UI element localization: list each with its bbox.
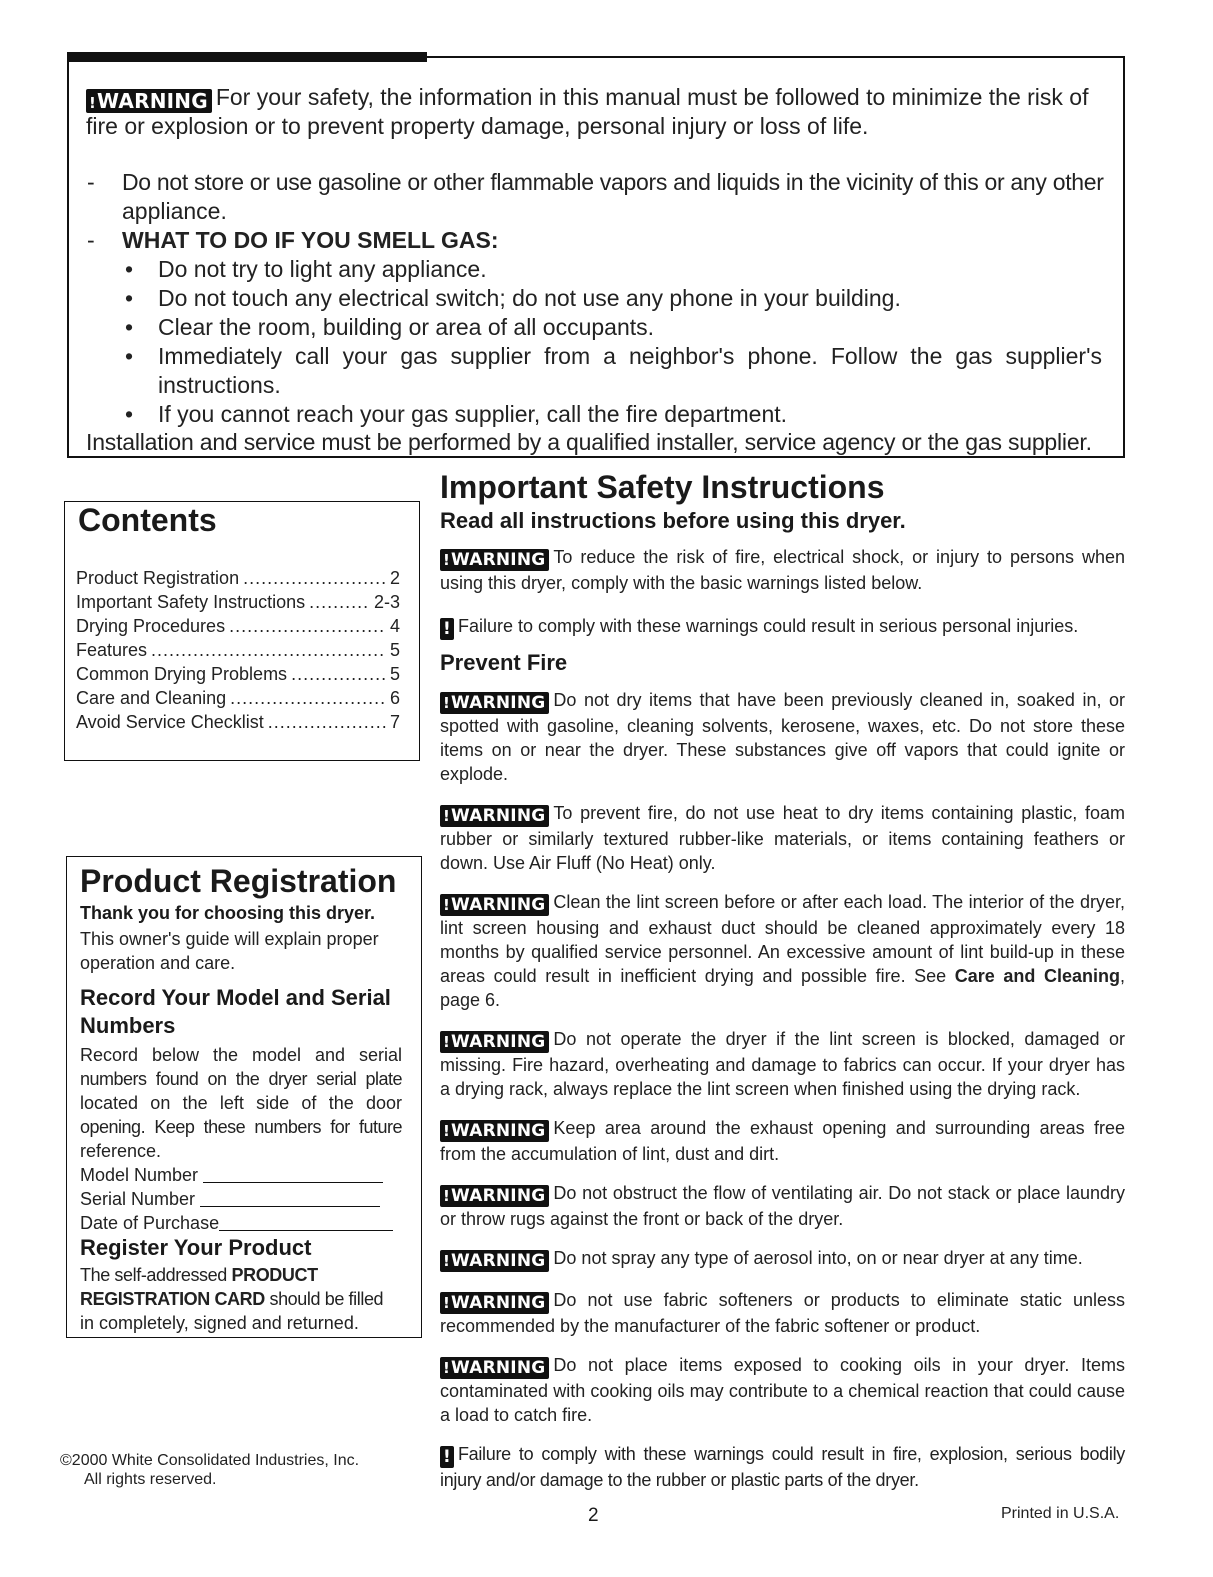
gas-warning-box: !WARNING For your safety, the information in this manual must be followed to minimize the risk of fire or explosion or to prevent property damage, personal injury or loss of life. - Do not store or use gasoline or other flammable vapors and liquids in the vicinity of this or any other appliance. - WHAT TO DO IF YOU SMELL GAS: • Do not try to light any appliance. • Do not touch any electrical switch; do not use any phone in your building. • Clear the room, building or area of all occupants. • Immediately call your gas supplier from a neighbor's phone. Follow the gas supplier's instructions. • If you cannot reach your gas supplier, call the fire department. Installation and service must be performed by a qualified installer, service agency or the gas supplier. bbox=[67, 56, 1125, 458]
copyright: ©2000 White Consolidated Industries, Inc. bbox=[60, 1452, 360, 1469]
record-text: located on the left side of the door bbox=[80, 1093, 402, 1113]
gas-warning-intro-2: fire or explosion or to prevent property damage, personal injury or loss of life. bbox=[86, 113, 869, 139]
registration-intro: operation and care. bbox=[80, 953, 236, 973]
warning-triangle-icon: ! bbox=[443, 1122, 451, 1140]
warning-paragraph: !WARNING To prevent fire, do not use heat to dry items containing plastic, foam rubber or similarly textured rubber-like materials, or items containing feathers or down. Use Air Fluff (No Heat) only. bbox=[440, 803, 1125, 873]
record-text: opening. Keep these numbers for future bbox=[80, 1117, 402, 1137]
warning-paragraph: !WARNING Do not spray any type of aerosol into, on or near dryer at any time. bbox=[440, 1246, 1125, 1272]
gas-warning-intro: !WARNING For your safety, the information in this manual must be followed to minimize the risk of bbox=[86, 83, 1089, 113]
warning-badge: !WARNING bbox=[440, 1031, 549, 1053]
record-text: Record below the model and serial bbox=[80, 1045, 402, 1065]
warning-paragraph: !WARNING Do not dry items that have been previously cleaned in, soaked in, or spotted with gasoline, cleaning solvents, kerosene, waxes, etc. Do not store these items on or near the dryer. These substances give off vapors that could ignite or explode. bbox=[440, 690, 1125, 784]
warning-triangle-icon: ! bbox=[443, 1294, 451, 1312]
contents-title: Contents bbox=[78, 502, 217, 538]
safety-title: Important Safety Instructions bbox=[440, 469, 885, 505]
warning-badge: !WARNING bbox=[440, 1250, 549, 1272]
register-heading: Register Your Product bbox=[80, 1235, 312, 1260]
warning-triangle-icon: ! bbox=[89, 94, 97, 112]
toc-item[interactable]: Care and Cleaning ..... 6 bbox=[76, 686, 400, 710]
toc-item[interactable]: Important Safety Instructions ..... 2-3 bbox=[76, 590, 400, 614]
toc-item[interactable]: Features ..... 5 bbox=[76, 638, 400, 662]
register-text: The self-addressed PRODUCT bbox=[80, 1265, 318, 1285]
registration-intro: This owner's guide will explain proper bbox=[80, 929, 379, 949]
warning-paragraph: !WARNING Do not use fabric softeners or products to eliminate static unless recommended by the manufacturer of the fabric softener or product. bbox=[440, 1290, 1125, 1336]
record-text: reference. bbox=[80, 1141, 162, 1161]
model-number-line[interactable] bbox=[203, 1166, 383, 1183]
date-of-purchase-line[interactable] bbox=[219, 1214, 393, 1231]
caution-triangle-icon: ! bbox=[440, 1446, 454, 1468]
registration-thanks: Thank you for choosing this dryer. bbox=[80, 903, 376, 923]
register-text: in completely, signed and returned. bbox=[80, 1313, 359, 1333]
warning-badge: !WARNING bbox=[440, 549, 549, 571]
gas-bullet-cont: instructions. bbox=[158, 372, 281, 398]
warning-paragraph: !WARNING To reduce the risk of fire, electrical shock, or injury to persons when using this dryer, comply with the basic warnings listed below. bbox=[440, 547, 1125, 593]
record-heading: Record Your Model and Serial bbox=[80, 985, 391, 1010]
warning-badge: !WARNING bbox=[86, 89, 212, 113]
warning-triangle-icon: ! bbox=[443, 1033, 451, 1051]
warning-triangle-icon: ! bbox=[443, 807, 451, 825]
register-text: REGISTRATION CARD should be filled bbox=[80, 1289, 384, 1309]
serial-number-field[interactable]: Serial Number bbox=[80, 1187, 380, 1211]
warning-triangle-icon: ! bbox=[443, 1359, 451, 1377]
warning-badge: !WARNING bbox=[440, 692, 549, 714]
registration-title: Product Registration bbox=[80, 863, 397, 899]
warning-triangle-icon: ! bbox=[443, 694, 451, 712]
toc-item[interactable]: Product Registration ..... 2 bbox=[76, 566, 400, 590]
warning-triangle-icon: ! bbox=[443, 1252, 451, 1270]
record-heading: Numbers bbox=[80, 1013, 176, 1038]
safety-subtitle: Read all instructions before using this dryer. bbox=[440, 508, 906, 533]
caution-paragraph: ! Failure to comply with these warnings could result in serious personal injuries. bbox=[440, 614, 1125, 640]
dash-item-1-cont: appliance. bbox=[122, 198, 227, 224]
warning-paragraph: !WARNING Do not obstruct the flow of ventilating air. Do not stack or place laundry or throw rugs against the front or back of the dryer. bbox=[440, 1183, 1125, 1229]
model-number-field[interactable]: Model Number bbox=[80, 1163, 383, 1187]
gas-warning-closing: Installation and service must be performed by a qualified installer, service agency or the gas supplier. bbox=[86, 429, 1092, 455]
warning-paragraph: !WARNING Keep area around the exhaust opening and surrounding areas free from the accumulation of lint, dust and dirt. bbox=[440, 1118, 1125, 1164]
date-of-purchase-field[interactable]: Date of Purchase bbox=[80, 1211, 393, 1235]
caution-triangle-icon: ! bbox=[440, 618, 454, 640]
warning-triangle-icon: ! bbox=[443, 551, 451, 569]
caution-paragraph: ! Failure to comply with these warnings could result in fire, explosion, serious bodily injury and/or damage to the rubber or plastic parts of the dryer. bbox=[440, 1444, 1125, 1490]
serial-number-line[interactable] bbox=[200, 1190, 380, 1207]
contents-box bbox=[64, 501, 420, 761]
warning-paragraph: !WARNING Clean the lint screen before or after each load. The interior of the dryer, lint screen housing and exhaust duct should be cleaned approximately every 18 months by qualified service personnel. An excessive amount of lint build-up in these areas could result in inefficient drying and possible fire. See Care and Cleaning, page 6. bbox=[440, 892, 1125, 1010]
printed-in: Printed in U.S.A. bbox=[1001, 1505, 1120, 1522]
warning-triangle-icon: ! bbox=[443, 1187, 451, 1205]
record-text: numbers found on the dryer serial plate bbox=[80, 1069, 402, 1089]
warning-badge: !WARNING bbox=[440, 1292, 549, 1314]
warning-badge: !WARNING bbox=[440, 805, 549, 827]
warning-badge: !WARNING bbox=[440, 1120, 549, 1142]
toc-item[interactable]: Drying Procedures ..... 4 bbox=[76, 614, 400, 638]
copyright-rights: All rights reserved. bbox=[84, 1471, 217, 1488]
product-registration-box bbox=[66, 856, 422, 1338]
toc-item[interactable]: Common Drying Problems ..... 5 bbox=[76, 662, 400, 686]
warning-badge: !WARNING bbox=[440, 1185, 549, 1207]
warning-badge: !WARNING bbox=[440, 1357, 549, 1379]
warning-paragraph: !WARNING Do not operate the dryer if the lint screen is blocked, damaged or missing. Fire hazard, overheating and damage to fabrics can occur. If your dryer has a drying rack, always replace the lint screen when finished using the drying rack. bbox=[440, 1029, 1125, 1099]
prevent-fire-heading: Prevent Fire bbox=[440, 650, 568, 675]
warning-badge: !WARNING bbox=[440, 894, 549, 916]
toc-item[interactable]: Avoid Service Checklist ..... 7 bbox=[76, 710, 400, 734]
warning-triangle-icon: ! bbox=[443, 896, 451, 914]
warning-paragraph: !WARNING Do not place items exposed to cooking oils in your dryer. Items contaminated with cooking oils may contribute to a chemical reaction that could cause a load to catch fire. bbox=[440, 1355, 1125, 1425]
page-number: 2 bbox=[588, 1505, 599, 1526]
